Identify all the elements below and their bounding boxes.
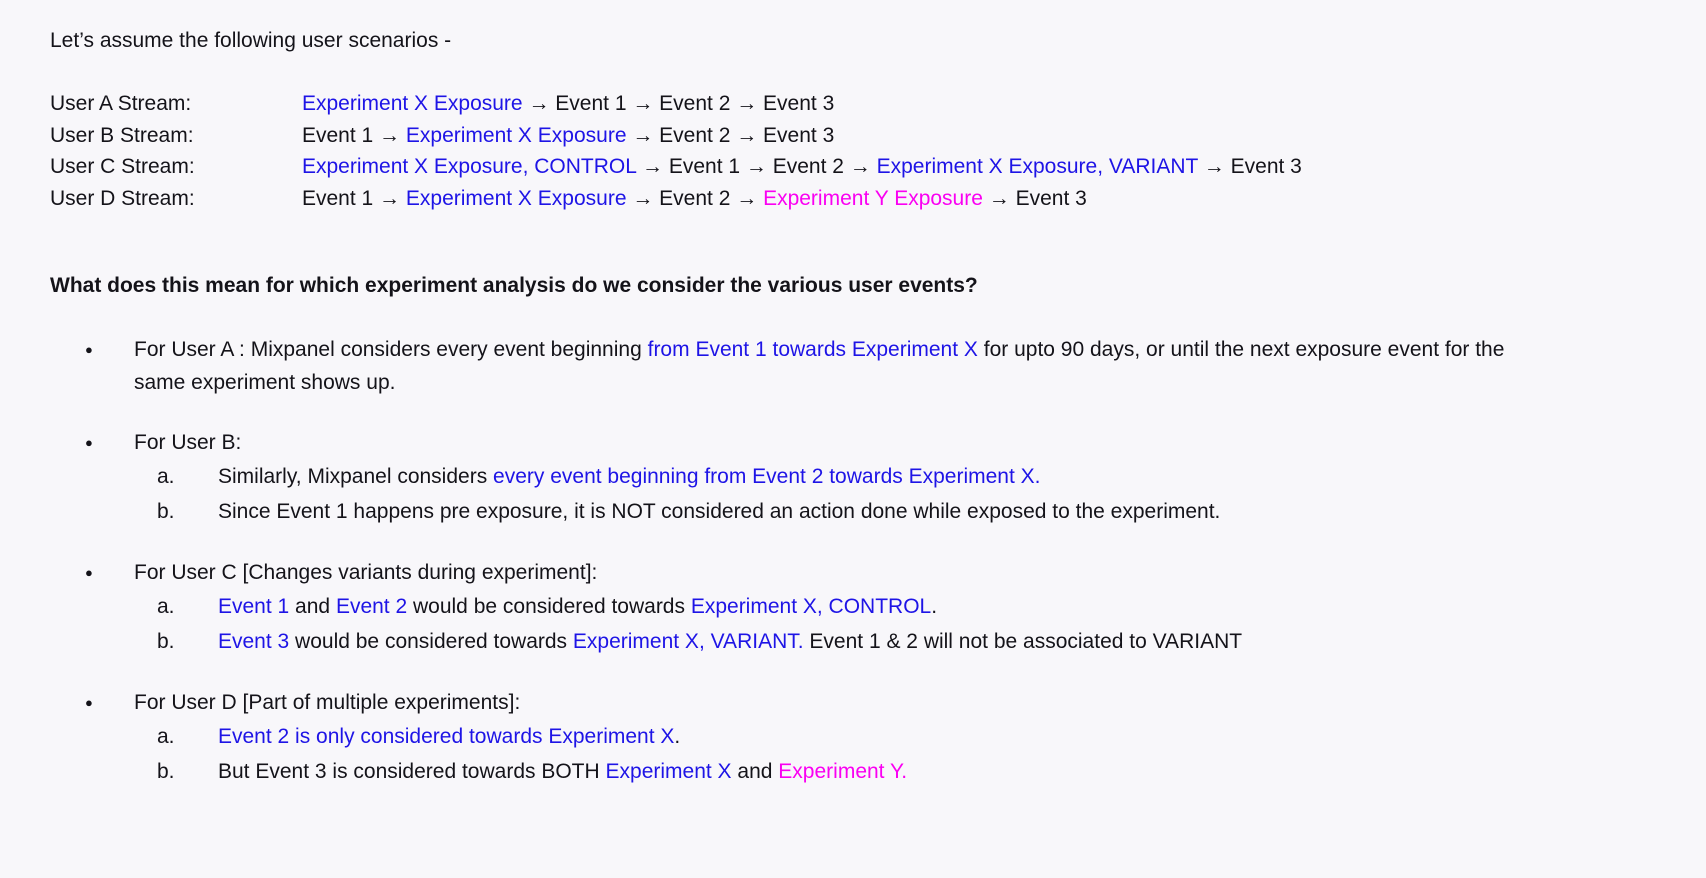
highlighted-text: Event 2: [335, 595, 408, 618]
bullet-group: [50, 686, 1656, 789]
stream-label: User B Stream:: [50, 123, 194, 147]
stream-label: User A Stream:: [50, 92, 192, 115]
question-heading: What does this mean for which experiment analysis do we consider the various user events?: [50, 274, 978, 297]
sub-item-marker: b.: [157, 500, 175, 523]
bullet-group: [50, 426, 1656, 529]
sub-list-item: [50, 624, 1656, 659]
stream-row: [50, 88, 1656, 120]
text-segment: .: [931, 595, 938, 618]
document-page: [50, 28, 1656, 789]
highlighted-text: Event 1: [218, 595, 290, 618]
highlighted-text: Experiment Y Exposure: [763, 186, 983, 210]
text-segment: would be considered towards: [289, 630, 573, 653]
sub-item-marker: a.: [157, 465, 175, 488]
highlighted-text: every event beginning from Event 2 towards Experiment X.: [493, 465, 1041, 488]
text-segment: For User A : Mixpanel considers every event beginning: [134, 338, 648, 361]
highlighted-text: Experiment X: [605, 760, 732, 783]
bullet-icon: ●: [85, 565, 93, 580]
text-segment: → Event 1 → Event 2 →: [636, 155, 877, 178]
text-segment: Similarly, Mixpanel considers: [218, 465, 494, 488]
text-segment: → Event 2 →: [626, 186, 764, 210]
text-segment: → Event 3: [982, 186, 1087, 210]
bullet-lead: [50, 333, 1550, 399]
bullet-lead-text: [134, 691, 520, 714]
highlighted-text: Experiment X Exposure, CONTROL: [302, 155, 637, 178]
bullet-list: [50, 333, 1656, 789]
stream-label: User C Stream:: [50, 155, 195, 178]
highlighted-text: Experiment X Exposure: [405, 186, 627, 210]
highlighted-text: Experiment X, CONTROL: [690, 595, 932, 618]
text-segment: and: [731, 760, 779, 783]
text-segment: → Event 2 → Event 3: [626, 123, 835, 147]
text-segment: Event 1 & 2 will not be associated to VARIANT: [803, 630, 1243, 653]
bullet-icon: ●: [85, 435, 93, 450]
sub-list-item: [50, 754, 1656, 789]
stream-content: [302, 88, 834, 120]
highlighted-text: Experiment X Exposure, VARIANT: [876, 155, 1198, 178]
sub-item-text: [218, 465, 1040, 488]
highlighted-text: Experiment X, VARIANT.: [572, 630, 804, 653]
text-segment: and: [289, 595, 336, 618]
stream-content: [302, 151, 1302, 183]
sub-item-text: [218, 760, 907, 783]
sub-list-item: [50, 494, 1656, 529]
text-segment: For User B:: [134, 431, 242, 454]
bullet-lead-text: [134, 431, 241, 454]
user-streams-block: [50, 88, 1656, 214]
text-segment: For User C [Changes variants during experiment]:: [134, 561, 598, 584]
stream-content: [302, 120, 834, 152]
text-segment: would be considered towards: [407, 595, 691, 618]
sub-item-marker: b.: [157, 760, 175, 783]
sub-item-marker: b.: [157, 630, 175, 653]
bullet-lead-text: [134, 561, 597, 584]
bullet-icon: ●: [85, 695, 93, 710]
text-segment: → Event 1 → Event 2 → Event 3: [522, 92, 835, 115]
text-segment: For User D [Part of multiple experiments]:: [134, 691, 521, 714]
bullet-icon: ●: [85, 342, 93, 357]
stream-content: [302, 183, 1087, 215]
bullet-group: [50, 556, 1656, 659]
highlighted-text: Event 2 is only considered towards Experiment X: [218, 725, 675, 748]
highlighted-text: Experiment X Exposure: [302, 92, 523, 115]
sub-item-text: [218, 500, 1220, 523]
stream-row: [50, 120, 1656, 152]
text-segment: Event 1 →: [302, 186, 406, 210]
text-segment: for upto 90 days, or until the next exposure event for the same experiment shows up.: [134, 338, 1505, 394]
sub-item-text: [218, 725, 680, 748]
text-segment: .: [674, 725, 681, 748]
text-segment: Event 1 →: [302, 123, 406, 147]
bullet-lead-text: [134, 338, 1504, 394]
sub-list-item: [50, 719, 1656, 754]
stream-row: [50, 151, 1656, 183]
highlighted-text: Experiment Y.: [778, 760, 908, 783]
bullet-lead: [50, 686, 1550, 719]
sub-item-text: [218, 630, 1242, 653]
intro-text: Let’s assume the following user scenarios -: [50, 29, 452, 52]
text-segment: But Event 3 is considered towards BOTH: [218, 760, 606, 783]
sub-list-item: [50, 589, 1656, 624]
text-segment: → Event 3: [1197, 155, 1302, 178]
bullet-lead: [50, 426, 1550, 459]
sub-list-item: [50, 459, 1656, 494]
sub-item-marker: a.: [157, 595, 175, 618]
highlighted-text: Experiment X Exposure: [405, 123, 627, 147]
highlighted-text: Event 3: [218, 630, 290, 653]
text-segment: Since Event 1 happens pre exposure, it is NOT considered an action done while exposed to the experiment.: [218, 500, 1221, 523]
stream-row: [50, 183, 1656, 215]
bullet-lead: [50, 556, 1550, 589]
stream-label: User D Stream:: [50, 186, 195, 210]
sub-item-marker: a.: [157, 725, 175, 748]
highlighted-text: from Event 1 towards Experiment X: [647, 338, 978, 361]
sub-item-text: [218, 595, 937, 618]
bullet-group: [50, 333, 1656, 399]
